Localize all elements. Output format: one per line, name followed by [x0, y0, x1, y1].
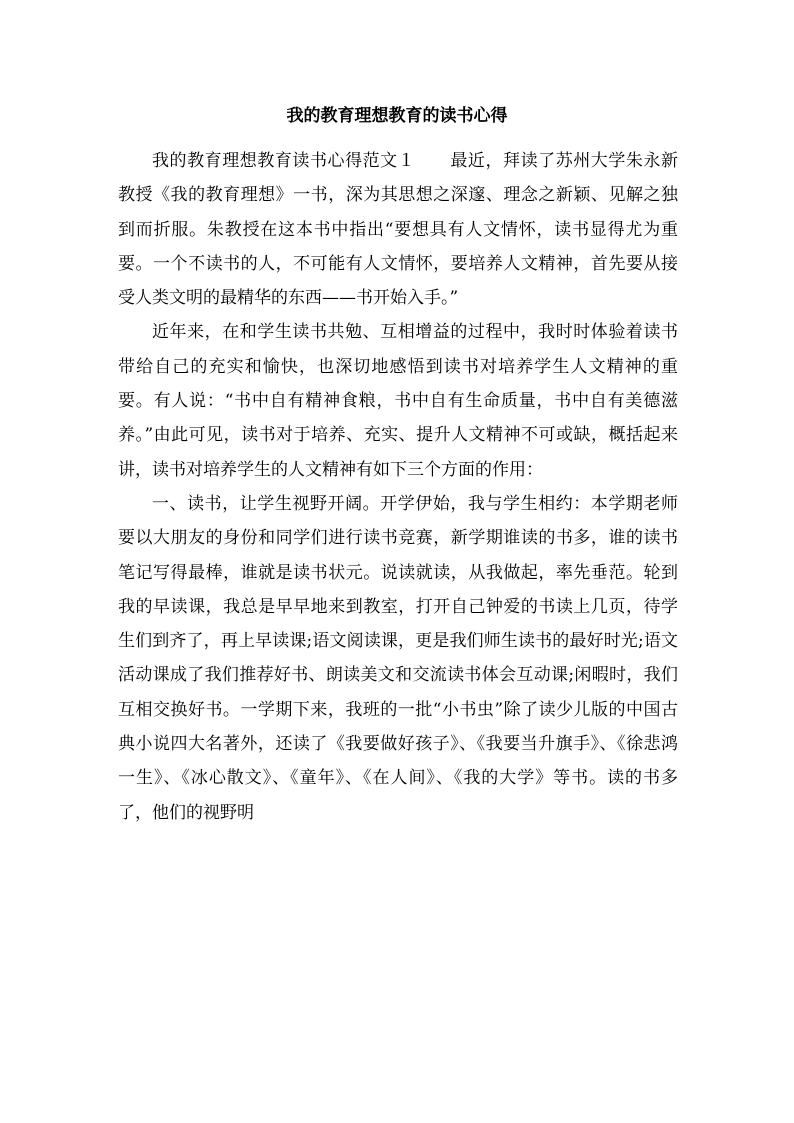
document-title: 我的教育理想教育的读书心得 — [286, 106, 508, 126]
paragraph-1: 我的教育理想教育读书心得范文１ 最近，拜读了苏州大学朱永新教授《我的教育理想》一书，深为其思想之深邃、理念之新颖、见解之独到而折服。朱教授在这本书中指出“要想具有人文情怀，读书显得尤为重要。一个不读书的人，不可能有人文情怀，要培养人文精神，首先要从接受人类文明的最精华的东西——书开始入手。” — [118, 151, 678, 309]
paragraph-3: 一、读书，让学生视野开阔。开学伊始，我与学生相约：本学期老师要以大朋友的身份和同学们进行读书竞赛，新学期谁读的书多，谁的读书笔记写得最棒，谁就是读书状元。说读就读，从我做起，率先垂范。轮到我的早读课，我总是早早地来到教室，打开自己钟爱的书读上几页，待学生们到齐了，再上早读课;语文阅读课，更是我们师生读书的最好时光;语文活动课成了我们推荐好书、朗读美文和交流读书体会互动课;闲暇时，我们互相交换好书。一学期下来，我班的一批“小书虫”除了读少儿版的中国古典小说四大名著外，还读了《我要做好孩子》、《我要当升旗手》、《徐悲鸿一生》、《冰心散文》、《童年》、《在人间》、《我的大学》等书。读的书多了，他们的视野明 — [118, 493, 678, 823]
document-body — [118, 144, 678, 830]
paragraph-2: 近年来，在和学生读书共勉、互相增益的过程中，我时时体验着读书带给自己的充实和愉快，也深切地感悟到读书对培养学生人文精神的重要。有人说：“书中自有精神食粮，书中自有生命质量，书中自有美德滋养。”由此可见，读书对于培养、充实、提升人文精神不可或缺，概括起来讲，读书对培养学生的人文精神有如下三个方面的作用： — [118, 322, 678, 480]
